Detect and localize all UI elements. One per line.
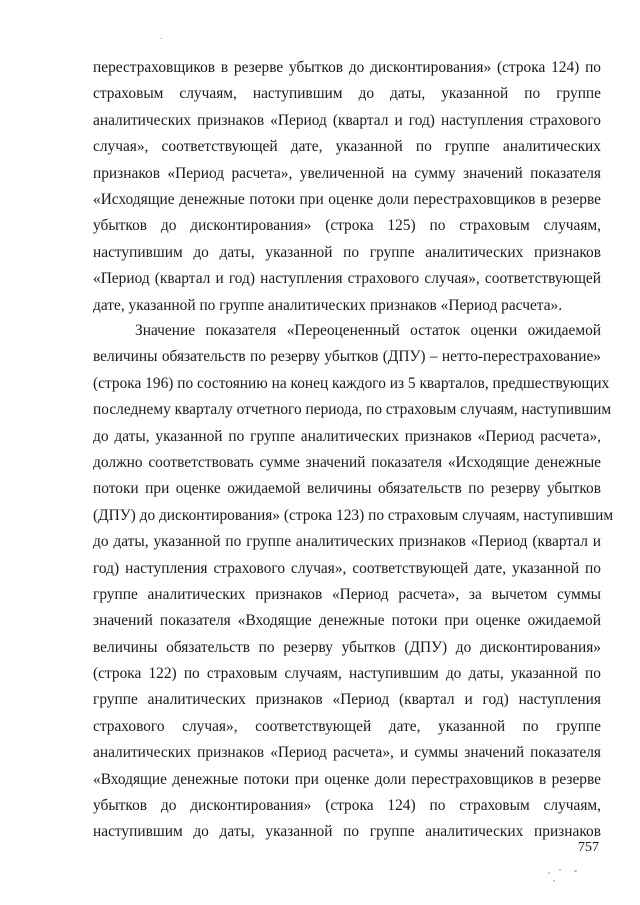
text-line: аналитических признаков «Период (квартал и год) наступления страхового <box>93 111 601 129</box>
text-line: признаков «Период расчета», увеличенной на сумму значений показателя <box>93 164 601 182</box>
text-line: наступившим до даты, указанной по группе аналитических признаков <box>93 243 601 261</box>
text-line: Значение показателя «Переоцененный остаток оценки ожидаемой <box>135 322 601 339</box>
text-line: наступившим до даты, указанной по группе аналитических признаков <box>93 823 601 841</box>
text-line: аналитических признаков «Период расчета», и суммы значений показателя <box>93 744 601 762</box>
text-line: страхового случая», соответствующей дате, указанной по группе <box>93 717 601 735</box>
paragraph-continuation <box>93 55 601 319</box>
text-line: группе аналитических признаков «Период расчета», за вычетом суммы <box>93 585 601 603</box>
text-line: значений показателя «Входящие денежные потоки при оценке ожидаемой <box>93 612 601 630</box>
text-line: убытков до дисконтирования» (строка 124) по страховым случаям, <box>93 797 601 815</box>
text-line: группе аналитических признаков «Период (квартал и год) наступления <box>93 691 601 709</box>
text-line: случая», соответствующей дате, указанной по группе аналитических <box>93 138 601 156</box>
text-line: «Входящие денежные потоки при оценке доли перестраховщиков в резерве <box>93 770 601 788</box>
paragraph-main <box>93 318 614 846</box>
scan-speck <box>160 38 162 39</box>
text-line: величины обязательств по резерву убытков (ДПУ) – нетто-перестрахование» <box>93 348 601 366</box>
text-line: (строка 122) по страховым случаям, наступившим до даты, указанной по <box>93 665 601 683</box>
scan-speck <box>548 872 550 874</box>
text-line: страховым случаям, наступившим до даты, указанной по группе <box>93 85 601 103</box>
text-line: потоки при оценке ожидаемой величины обязательств по резерву убытков <box>93 480 601 498</box>
text-line: (строка 196) по состоянию на конец каждого из 5 кварталов, предшествующих <box>93 374 610 392</box>
text-line: убытков до дисконтирования» (строка 125) по страховым случаям, <box>93 217 601 235</box>
text-line: «Период (квартал и год) наступления страхового случая», соответствующей <box>93 270 601 288</box>
text-line: год) наступления страхового случая», соответствующей дате, указанной по <box>93 559 601 577</box>
text-line: должно соответствовать сумме значений показателя «Исходящие денежные <box>93 453 601 471</box>
text-line: (ДПУ) до дисконтирования» (строка 123) по страховым случаям, наступившим <box>93 506 614 524</box>
page-number: 757 <box>578 840 599 855</box>
text-line: последнему кварталу отчетного периода, по страховым случаям, наступившим <box>93 401 612 419</box>
scan-speck <box>559 869 561 871</box>
text-line: до даты, указанной по группе аналитических признаков «Период (квартал и <box>93 533 601 551</box>
text-line: перестраховщиков в резерве убытков до дисконтирования» (строка 124) по <box>93 59 601 76</box>
text-line: дате, указанной по группе аналитических признаков «Период расчета». <box>93 296 563 314</box>
text-line: величины обязательств по резерву убытков (ДПУ) до дисконтирования» <box>93 638 601 656</box>
text-line: до даты, указанной по группе аналитических признаков «Период расчета», <box>93 427 601 445</box>
scan-speck <box>553 880 555 882</box>
text-line: «Исходящие денежные потоки при оценке доли перестраховщиков в резерве <box>93 190 601 208</box>
scan-speck <box>574 870 577 872</box>
